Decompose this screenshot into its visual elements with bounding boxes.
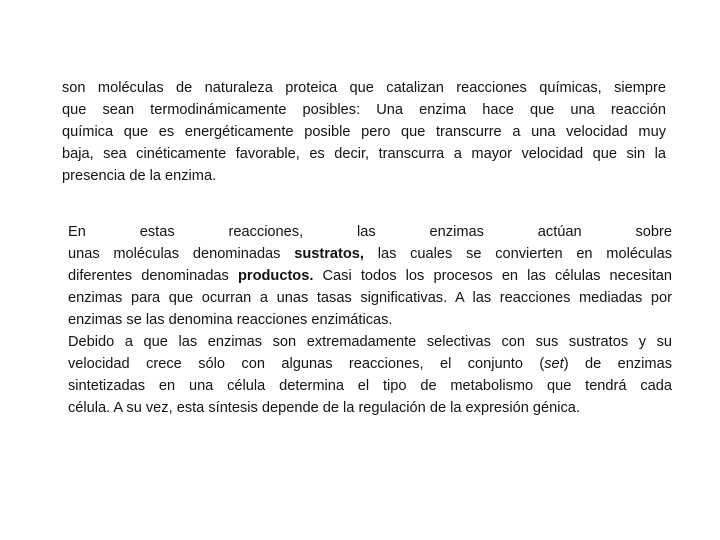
text-line: enzimas para que ocurran a unas tasas significativas. A las reacciones mediadas por (68, 290, 672, 306)
text-line: En estas reacciones, las enzimas actúan sobre (68, 224, 672, 240)
enzyme-reactions-paragraph (68, 221, 672, 419)
enzyme-definition-paragraph (62, 77, 666, 187)
term-set: set (544, 356, 564, 372)
text-segment: velocidad crece sólo con algunas reacciones, el conjunto ( (68, 356, 545, 372)
text-segment: diferentes denominadas (68, 268, 238, 284)
text-line: Debido a que las enzimas son extremadamente selectivas con sus sustratos y su (68, 334, 672, 350)
text-line (68, 265, 672, 287)
term-productos: productos. (237, 268, 314, 284)
text-line: presencia de la enzima. (62, 168, 217, 184)
text-line: que sean termodinámicamente posibles: Una enzima hace que una reacción (62, 102, 666, 118)
text-line: baja, sea cinéticamente favorable, es decir, transcurra a mayor velocidad que sin la (62, 146, 666, 162)
text-line: química que es energéticamente posible pero que transcurre a una velocidad muy (62, 124, 666, 140)
text-line: sintetizadas en una célula determina el tipo de metabolismo que tendrá cada (68, 378, 672, 394)
text-line: célula. A su vez, esta síntesis depende de la regulación de la expresión génica. (68, 400, 580, 416)
text-line: enzimas se las denomina reacciones enzimáticas. (68, 312, 393, 328)
text-segment: las cuales se convierten en moléculas (363, 246, 672, 262)
term-sustratos: sustratos, (294, 246, 364, 262)
text-line (68, 243, 672, 265)
text-segment: ) de enzimas (563, 356, 672, 372)
text-segment: Casi todos los procesos en las células necesitan (313, 268, 672, 284)
text-line: son moléculas de naturaleza proteica que catalizan reacciones químicas, siempre (62, 80, 666, 96)
text-segment: unas moléculas denominadas (68, 246, 295, 262)
text-line (68, 353, 672, 375)
